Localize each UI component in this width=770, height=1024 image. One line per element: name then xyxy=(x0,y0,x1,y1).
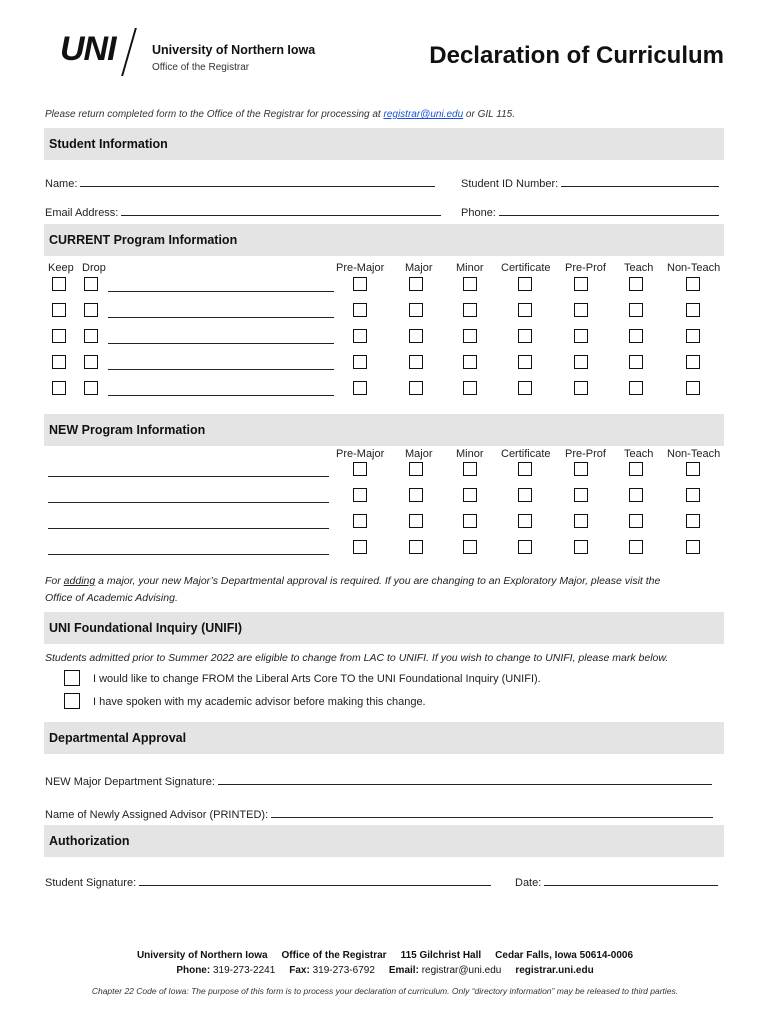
new-program-name-line[interactable] xyxy=(48,554,329,555)
col-certificate: Certificate xyxy=(501,262,551,274)
new-program-name-line[interactable] xyxy=(48,528,329,529)
new-program-header: NEW Program Information xyxy=(44,414,724,446)
current-non-teach-checkbox[interactable] xyxy=(686,355,700,369)
current-program-name-line[interactable] xyxy=(108,317,334,318)
col-minor: Minor xyxy=(456,262,484,274)
new-program-name-line[interactable] xyxy=(48,502,329,503)
footer-contact: Phone: 319-273-2241 Fax: 319-273-6792 Email: registrar@uni.edu registrar.uni.edu xyxy=(176,965,594,976)
new-major-checkbox[interactable] xyxy=(409,462,423,476)
drop-checkbox[interactable] xyxy=(84,355,98,369)
new-col-non-teach: Non-Teach xyxy=(667,448,721,460)
new-certificate-checkbox[interactable] xyxy=(518,514,532,528)
drop-column-label: Drop xyxy=(82,262,106,274)
current-pre-major-checkbox[interactable] xyxy=(353,355,367,369)
col-pre-prof: Pre-Prof xyxy=(565,262,606,274)
keep-checkbox[interactable] xyxy=(52,329,66,343)
current-program-name-line[interactable] xyxy=(108,291,334,292)
new-certificate-checkbox[interactable] xyxy=(518,462,532,476)
name-field[interactable]: Name: xyxy=(45,175,435,190)
advisor-spoken-label: I have spoken with my academic advisor before making this change. xyxy=(93,696,426,708)
new-teach-checkbox[interactable] xyxy=(629,540,643,554)
current-major-checkbox[interactable] xyxy=(409,329,423,343)
col-teach: Teach xyxy=(624,262,654,274)
phone-field[interactable]: Phone: xyxy=(461,204,719,219)
current-pre-prof-checkbox[interactable] xyxy=(574,381,588,395)
new-certificate-checkbox[interactable] xyxy=(518,488,532,502)
keep-checkbox[interactable] xyxy=(52,355,66,369)
current-program-name-line[interactable] xyxy=(108,395,334,396)
current-minor-checkbox[interactable] xyxy=(463,277,477,291)
new-col-certificate: Certificate xyxy=(501,448,551,460)
form-title: Declaration of Curriculum xyxy=(429,42,724,69)
registrar-email-link[interactable]: registrar@uni.edu xyxy=(383,109,464,120)
current-major-checkbox[interactable] xyxy=(409,277,423,291)
new-minor-checkbox[interactable] xyxy=(463,514,477,528)
new-pre-prof-checkbox[interactable] xyxy=(574,462,588,476)
current-teach-checkbox[interactable] xyxy=(629,381,643,395)
current-non-teach-checkbox[interactable] xyxy=(686,277,700,291)
footer-email-link[interactable]: registrar@uni.edu xyxy=(421,965,502,976)
new-pre-major-checkbox[interactable] xyxy=(353,488,367,502)
current-teach-checkbox[interactable] xyxy=(629,355,643,369)
new-non-teach-checkbox[interactable] xyxy=(686,514,700,528)
footer-website-link[interactable]: registrar.uni.edu xyxy=(515,965,594,976)
current-program-header: CURRENT Program Information xyxy=(44,224,724,256)
logo-office-name: Office of the Registrar xyxy=(152,62,250,73)
email-field[interactable]: Email Address: xyxy=(45,204,441,219)
new-minor-checkbox[interactable] xyxy=(463,488,477,502)
current-minor-checkbox[interactable] xyxy=(463,381,477,395)
current-program-name-line[interactable] xyxy=(108,369,334,370)
current-minor-checkbox[interactable] xyxy=(463,303,477,317)
new-pre-major-checkbox[interactable] xyxy=(353,514,367,528)
current-major-checkbox[interactable] xyxy=(409,303,423,317)
advisor-spoken-checkbox[interactable] xyxy=(64,693,80,709)
new-col-pre-major: Pre-Major xyxy=(336,448,385,460)
advisor-name-field[interactable]: Name of Newly Assigned Advisor (PRINTED): xyxy=(45,806,713,821)
drop-checkbox[interactable] xyxy=(84,329,98,343)
student-signature-field[interactable]: Student Signature: xyxy=(45,874,491,889)
footer-disclaimer: Chapter 22 Code of Iowa: The purpose of this form is to process your declaration of curriculum. Only “directory information” may be released to third parties. xyxy=(91,986,679,996)
new-col-minor: Minor xyxy=(456,448,484,460)
new-teach-checkbox[interactable] xyxy=(629,462,643,476)
keep-column-label: Keep xyxy=(48,262,74,274)
current-pre-major-checkbox[interactable] xyxy=(353,329,367,343)
new-col-major: Major xyxy=(405,448,433,460)
current-major-checkbox[interactable] xyxy=(409,355,423,369)
new-teach-checkbox[interactable] xyxy=(629,514,643,528)
new-minor-checkbox[interactable] xyxy=(463,540,477,554)
instructions: Please return completed form to the Office of the Registrar for processing at registrar@uni.edu or GIL 115. xyxy=(45,109,516,120)
student-id-field[interactable]: Student ID Number: xyxy=(461,175,719,190)
uni-logo-mark: UNI xyxy=(60,30,116,68)
new-pre-major-checkbox[interactable] xyxy=(353,462,367,476)
new-major-checkbox[interactable] xyxy=(409,540,423,554)
current-pre-major-checkbox[interactable] xyxy=(353,303,367,317)
current-non-teach-checkbox[interactable] xyxy=(686,381,700,395)
new-minor-checkbox[interactable] xyxy=(463,462,477,476)
new-non-teach-checkbox[interactable] xyxy=(686,540,700,554)
current-pre-prof-checkbox[interactable] xyxy=(574,355,588,369)
keep-checkbox[interactable] xyxy=(52,277,66,291)
new-pre-major-checkbox[interactable] xyxy=(353,540,367,554)
current-teach-checkbox[interactable] xyxy=(629,329,643,343)
date-field[interactable]: Date: xyxy=(515,874,718,889)
current-certificate-checkbox[interactable] xyxy=(518,329,532,343)
current-certificate-checkbox[interactable] xyxy=(518,277,532,291)
new-pre-prof-checkbox[interactable] xyxy=(574,514,588,528)
department-approval-header: Departmental Approval xyxy=(44,722,724,754)
current-minor-checkbox[interactable] xyxy=(463,355,477,369)
new-non-teach-checkbox[interactable] xyxy=(686,462,700,476)
new-major-checkbox[interactable] xyxy=(409,488,423,502)
new-teach-checkbox[interactable] xyxy=(629,488,643,502)
new-col-teach: Teach xyxy=(624,448,654,460)
logo-divider xyxy=(121,28,137,76)
current-teach-checkbox[interactable] xyxy=(629,303,643,317)
current-pre-prof-checkbox[interactable] xyxy=(574,329,588,343)
department-signature-field[interactable]: NEW Major Department Signature: xyxy=(45,773,712,788)
current-teach-checkbox[interactable] xyxy=(629,277,643,291)
new-major-checkbox[interactable] xyxy=(409,514,423,528)
logo-university-name: University of Northern Iowa xyxy=(152,43,316,57)
unifi-change-label: I would like to change FROM the Liberal Arts Core TO the UNI Foundational Inquiry (UNIFI). xyxy=(93,673,541,685)
authorization-header: Authorization xyxy=(44,825,724,857)
col-non-teach: Non-Teach xyxy=(667,262,721,274)
footer-address: University of Northern Iowa Office of the Registrar 115 Gilchrist Hall Cedar Falls, Iowa 50614-0006 xyxy=(136,950,634,961)
unifi-change-checkbox[interactable] xyxy=(64,670,80,686)
keep-checkbox[interactable] xyxy=(52,303,66,317)
new-col-pre-prof: Pre-Prof xyxy=(565,448,606,460)
current-pre-major-checkbox[interactable] xyxy=(353,277,367,291)
current-pre-major-checkbox[interactable] xyxy=(353,381,367,395)
current-major-checkbox[interactable] xyxy=(409,381,423,395)
unifi-note: Students admitted prior to Summer 2022 are eligible to change from LAC to UNIFI. If you wish to change to UNIFI, please mark below. xyxy=(45,652,669,664)
unifi-header: UNI Foundational Inquiry (UNIFI) xyxy=(44,612,724,644)
new-program-name-line[interactable] xyxy=(48,476,329,477)
new-pre-prof-checkbox[interactable] xyxy=(574,488,588,502)
col-major: Major xyxy=(405,262,433,274)
current-certificate-checkbox[interactable] xyxy=(518,303,532,317)
current-pre-prof-checkbox[interactable] xyxy=(574,277,588,291)
adding-major-note: For adding a major, your new Major’s Departmental approval is required. If you are changing to an Exploratory Major, please visit the Office of Academic Advising. xyxy=(45,575,661,604)
current-non-teach-checkbox[interactable] xyxy=(686,303,700,317)
current-minor-checkbox[interactable] xyxy=(463,329,477,343)
keep-checkbox[interactable] xyxy=(52,381,66,395)
drop-checkbox[interactable] xyxy=(84,277,98,291)
new-pre-prof-checkbox[interactable] xyxy=(574,540,588,554)
drop-checkbox[interactable] xyxy=(84,303,98,317)
current-certificate-checkbox[interactable] xyxy=(518,381,532,395)
drop-checkbox[interactable] xyxy=(84,381,98,395)
new-certificate-checkbox[interactable] xyxy=(518,540,532,554)
current-program-name-line[interactable] xyxy=(108,343,334,344)
current-non-teach-checkbox[interactable] xyxy=(686,329,700,343)
col-pre-major: Pre-Major xyxy=(336,262,385,274)
new-non-teach-checkbox[interactable] xyxy=(686,488,700,502)
current-certificate-checkbox[interactable] xyxy=(518,355,532,369)
student-info-header: Student Information xyxy=(44,128,724,160)
current-pre-prof-checkbox[interactable] xyxy=(574,303,588,317)
